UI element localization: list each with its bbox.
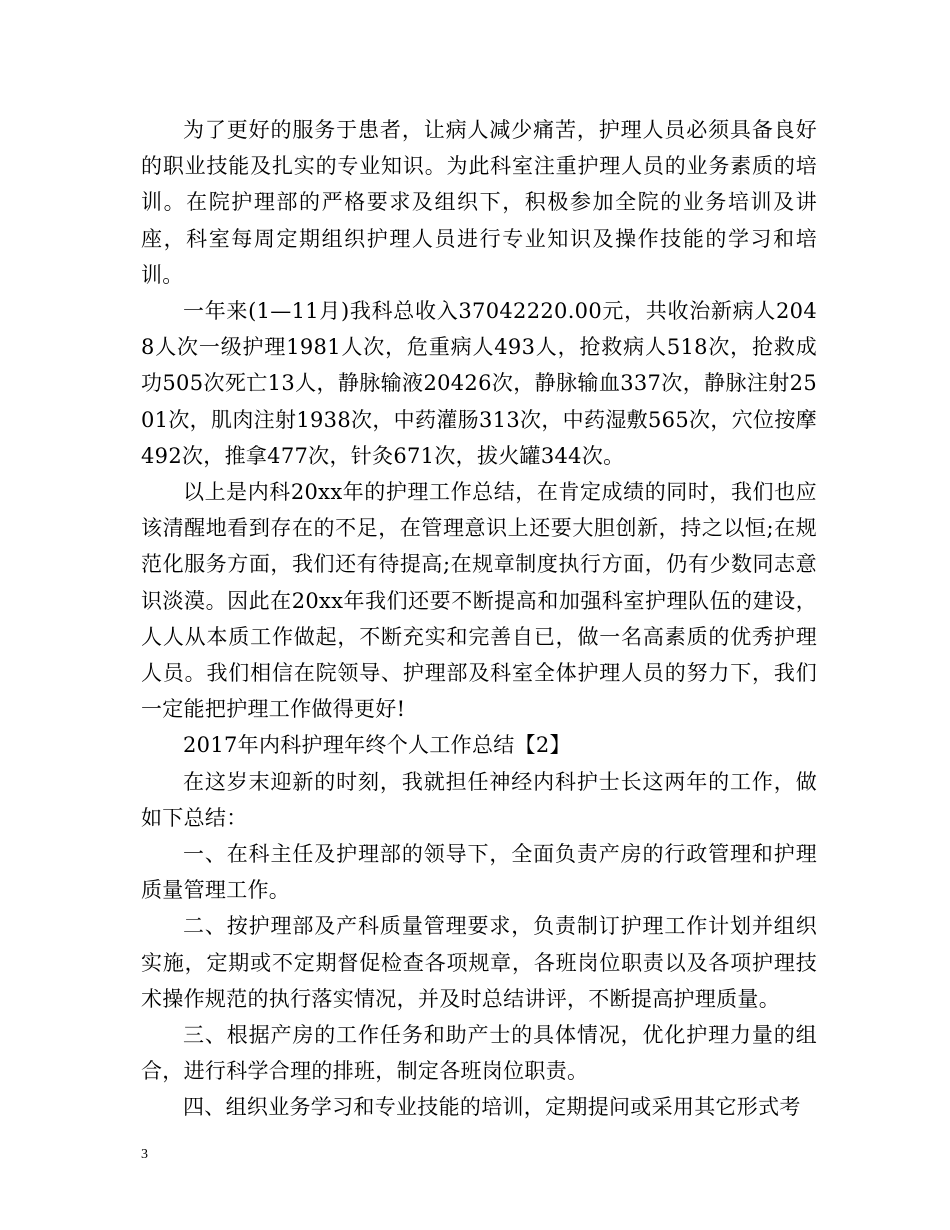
paragraph-training: 为了更好的服务于患者，让病人减少痛苦，护理人员必须具备良好的职业技能及扎实的专业知识。为此科室注重护理人员的业务素质的培训。在院护理部的严格要求及组织下，积极参加全院的业务培训及讲座，科室每周定期组织护理人员进行专业知识及操作技能的学习和培训。 bbox=[141, 118, 817, 287]
paragraph-item-3: 三、根据产房的工作任务和助产士的具体情况，优化护理力量的组合，进行科学合理的排班，制定各班岗位职责。 bbox=[141, 1023, 817, 1084]
document-body bbox=[141, 112, 817, 1126]
paragraph-item-4: 四、组织业务学习和专业技能的培训，定期提问或采用其它形式考 bbox=[183, 1095, 801, 1120]
paragraph-summary: 以上是内科20xx年的护理工作总结，在肯定成绩的同时，我们也应该清醒地看到存在的不足，在管理意识上还要大胆创新，持之以恒;在规范化服务方面，我们还有待提高;在规章制度执行方面，仍有少数同志意识淡漠。因此在20xx年我们还要不断提高和加强科室护理队伍的建设，人人从本质工作做起，不断充实和完善自已，做一名高素质的优秀护理人员。我们相信在院领导、护理部及科室全体护理人员的努力下，我们一定能把护理工作做得更好! bbox=[141, 480, 817, 722]
section-heading: 2017年内科护理年终个人工作总结【2】 bbox=[183, 733, 571, 758]
paragraph-item-1: 一、在科主任及护理部的领导下，全面负责产房的行政管理和护理质量管理工作。 bbox=[141, 842, 817, 903]
page-number: 3 bbox=[141, 1147, 148, 1162]
paragraph-statistics: 一年来(1—11月)我科总收入37042220.00元，共收治新病人2048人次一级护理1981人次，危重病人493人，抢救病人518次，抢救成功505次死亡13人，静脉输液20426次，静脉输血337次，静脉注射2501次，肌肉注射1938次，中药灌肠313次，中药湿敷565次，穴位按摩492次，推拿477次，针灸671次，拔火罐344次。 bbox=[141, 299, 817, 468]
paragraph-intro: 在这岁末迎新的时刻，我就担任神经内科护士长这两年的工作，做如下总结： bbox=[141, 769, 817, 830]
paragraph-item-2: 二、按护理部及产科质量管理要求，负责制订护理工作计划并组织实施，定期或不定期督促检查各项规章，各班岗位职责以及各项护理技术操作规范的执行落实情况，并及时总结讲评，不断提高护理质量。 bbox=[141, 914, 817, 1011]
